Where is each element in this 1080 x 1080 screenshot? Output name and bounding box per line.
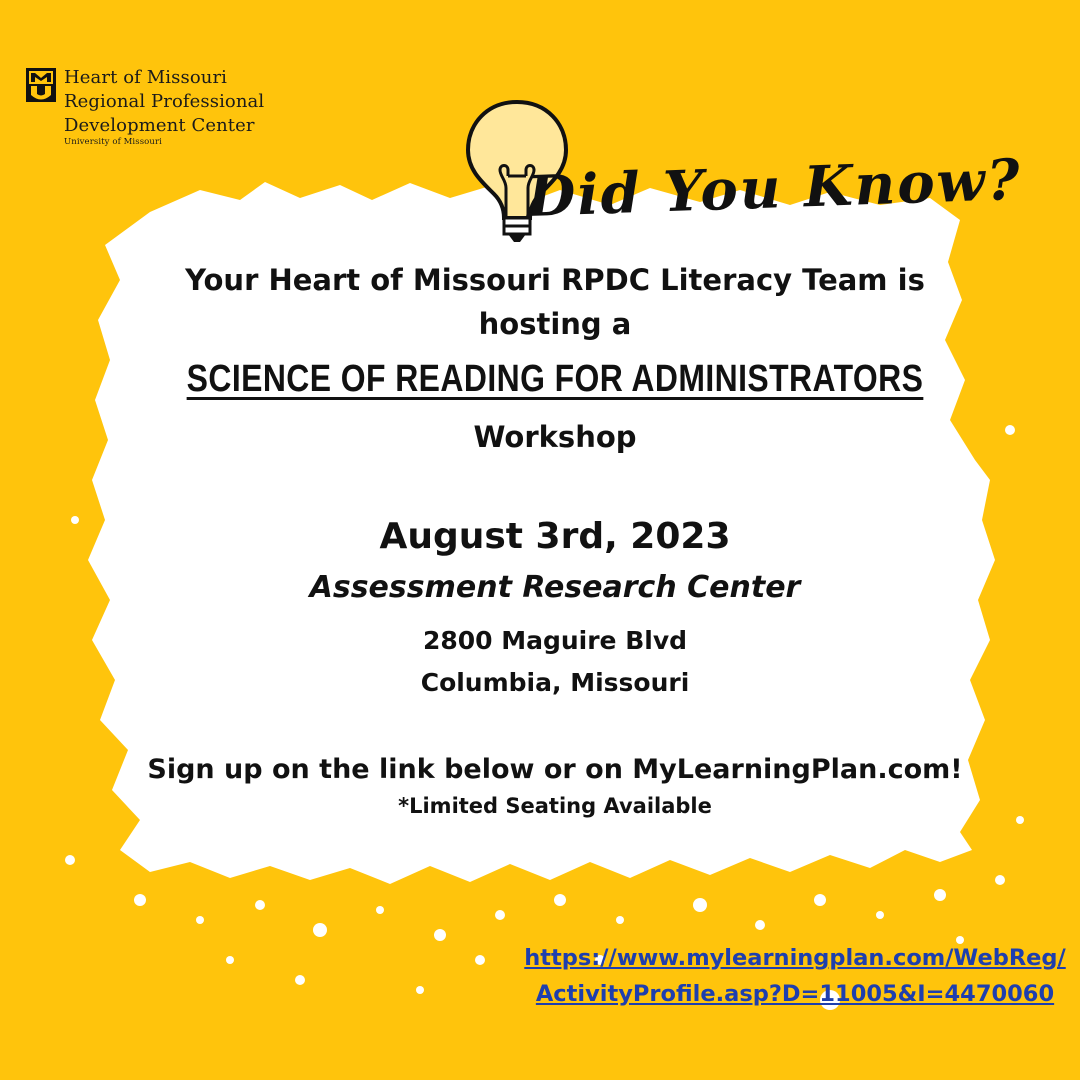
org-name-line1: Heart of Missouri [64, 67, 228, 88]
address-city: Columbia, Missouri [420, 668, 690, 697]
signup-text: Sign up on the link below or on MyLearningPlan.com! [147, 754, 963, 785]
registration-link[interactable] [520, 940, 1070, 1012]
event-date: August 3rd, 2023 [379, 516, 731, 557]
registration-link-line2[interactable]: ActivityProfile.asp?D=11005&I=4470060 [535, 981, 1055, 1007]
org-university: University of Missouri [64, 137, 162, 147]
event-venue: Assessment Research Center [309, 570, 801, 605]
org-name [64, 66, 264, 148]
limited-seating-note: *Limited Seating Available [398, 794, 712, 818]
address-street: 2800 Maguire Blvd [422, 626, 688, 655]
org-name-line2: Regional Professional [64, 91, 265, 112]
intro-line1: Your Heart of Missouri RPDC Literacy Team is [185, 263, 925, 297]
org-name-line3: Development Center [64, 115, 255, 136]
intro-text [80, 258, 1030, 346]
mu-logo-icon [26, 68, 56, 102]
intro-line2: hosting a [478, 307, 632, 341]
headline: Did You Know? [525, 146, 1023, 230]
workshop-label: Workshop [473, 420, 637, 454]
workshop-title: SCIENCE OF READING FOR ADMINISTRATORS [186, 358, 924, 400]
event-address [80, 620, 1030, 704]
registration-link-line1[interactable]: https://www.mylearningplan.com/WebReg/ [524, 945, 1066, 971]
